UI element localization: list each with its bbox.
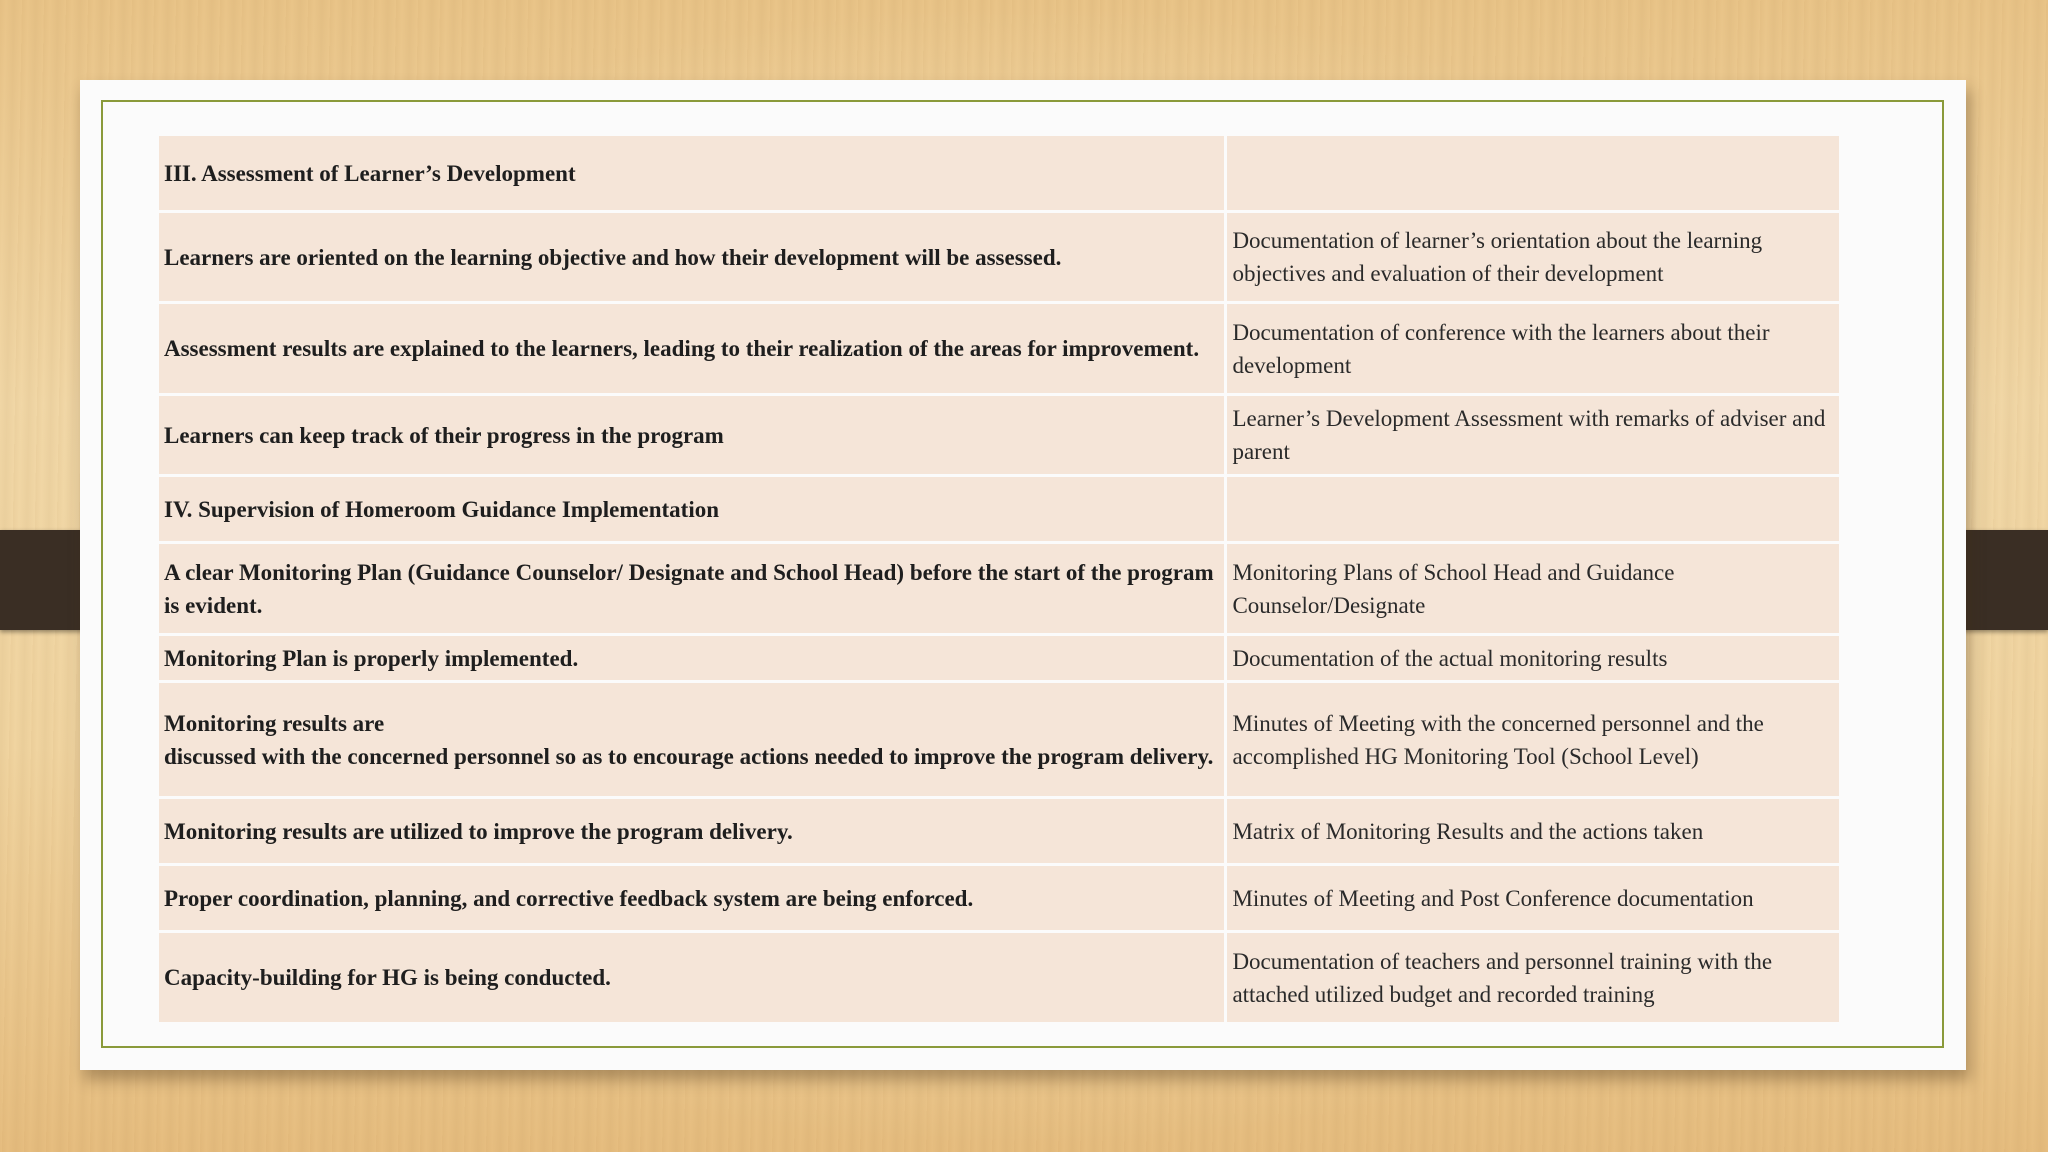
criterion-cell: Proper coordination, planning, and corrective feedback system are being enforced. [159, 866, 1224, 930]
criterion-line: discussed with the concerned personnel so as to encourage actions needed to improve the program delivery. [164, 743, 1214, 769]
evidence-cell [1227, 136, 1839, 210]
evidence-cell: Documentation of learner’s orientation about the learning objectives and evaluation of their development [1227, 213, 1839, 301]
evidence-cell: Matrix of Monitoring Results and the actions taken [1227, 799, 1839, 863]
criterion-cell: Learners are oriented on the learning objective and how their development will be assessed. [159, 213, 1224, 301]
criterion-cell: A clear Monitoring Plan (Guidance Counselor/ Designate and School Head) before the start of the program is evident. [159, 544, 1224, 633]
criterion-cell [159, 683, 1224, 796]
evidence-cell: Minutes of Meeting with the concerned personnel and the accomplished HG Monitoring Tool (School Level) [1227, 683, 1839, 796]
table-row [159, 933, 1839, 1022]
table-row [159, 799, 1839, 863]
evidence-cell: Learner’s Development Assessment with remarks of adviser and parent [1227, 396, 1839, 474]
table-row [159, 396, 1839, 474]
table-row [159, 636, 1839, 680]
criterion-cell: Capacity-building for HG is being conducted. [159, 933, 1224, 1022]
table-row [159, 866, 1839, 930]
evidence-cell: Documentation of teachers and personnel training with the attached utilized budget and recorded training [1227, 933, 1839, 1022]
evidence-cell: Monitoring Plans of School Head and Guidance Counselor/Designate [1227, 544, 1839, 633]
table-row [159, 683, 1839, 796]
table-row [159, 544, 1839, 633]
criterion-cell: Assessment results are explained to the learners, leading to their realization of the areas for improvement. [159, 304, 1224, 393]
table-row [159, 477, 1839, 541]
evidence-cell: Documentation of the actual monitoring results [1227, 636, 1839, 680]
evidence-cell: Documentation of conference with the learners about their development [1227, 304, 1839, 393]
criterion-cell: Learners can keep track of their progress in the program [159, 396, 1224, 474]
table-row [159, 213, 1839, 301]
table-row [159, 304, 1839, 393]
evidence-cell: Minutes of Meeting and Post Conference documentation [1227, 866, 1839, 930]
criterion-cell: Monitoring Plan is properly implemented. [159, 636, 1224, 680]
section-heading: III. Assessment of Learner’s Development [159, 136, 1224, 210]
section-heading: IV. Supervision of Homeroom Guidance Implementation [159, 477, 1224, 541]
criterion-cell: Monitoring results are utilized to improve the program delivery. [159, 799, 1224, 863]
evidence-cell [1227, 477, 1839, 541]
table-row [159, 136, 1839, 210]
criterion-line: Monitoring results are [164, 710, 385, 736]
criteria-table [156, 133, 1842, 1025]
